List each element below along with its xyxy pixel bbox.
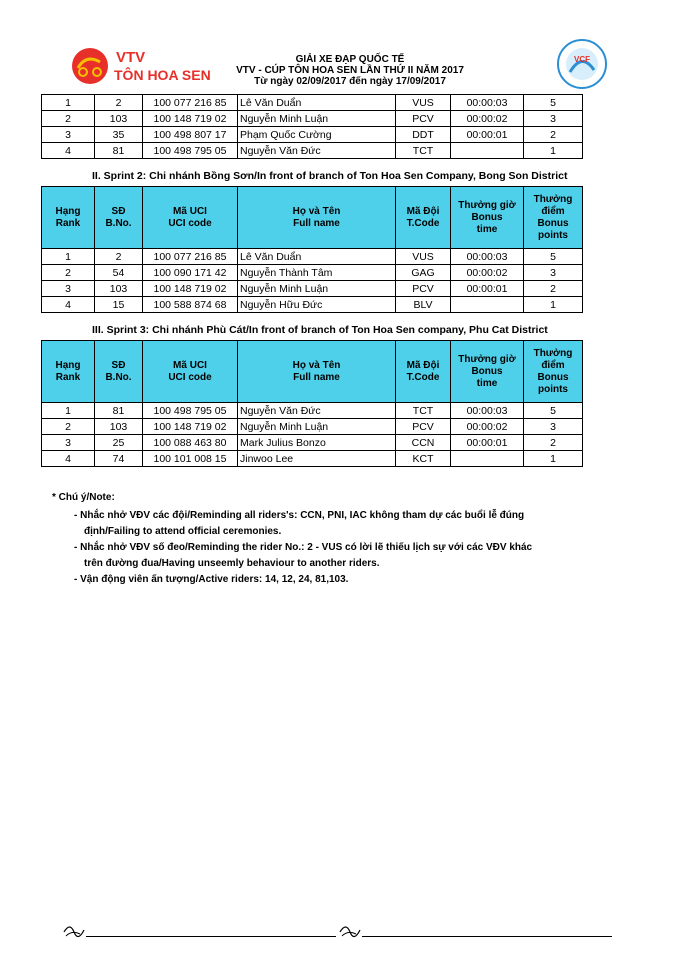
cell-rank: 2 [42, 419, 95, 435]
cell-bno: 54 [95, 265, 143, 281]
cell-team: GAG [396, 265, 451, 281]
cell-time: 00:00:01 [451, 435, 524, 451]
table-row [42, 297, 583, 313]
table-row [42, 403, 583, 419]
title-line-3: Từ ngày 02/09/2017 đến ngày 17/09/2017 [254, 76, 446, 87]
cell-points: 5 [524, 95, 583, 111]
cell-time: 00:00:03 [451, 249, 524, 265]
cell-name: Nguyễn Minh Luận [238, 281, 396, 297]
cell-time: 00:00:02 [451, 419, 524, 435]
cell-name: Phạm Quốc Cường [238, 127, 396, 143]
document-titles [230, 54, 470, 87]
cell-name: Nguyễn Minh Luận [238, 419, 396, 435]
cell-points: 1 [524, 451, 583, 467]
cell-rank: 3 [42, 435, 95, 451]
cell-team: VUS [396, 95, 451, 111]
cell-uci: 100 101 008 15 [143, 451, 238, 467]
cell-uci: 100 148 719 02 [143, 111, 238, 127]
cell-uci: 100 077 216 85 [143, 95, 238, 111]
cell-uci: 100 148 719 02 [143, 281, 238, 297]
cell-name: Nguyễn Minh Luận [238, 111, 396, 127]
title-line-1: GIẢI XE ĐẠP QUỐC TẾ [295, 54, 405, 65]
signature-line [362, 936, 612, 937]
cell-uci: 100 498 795 05 [143, 143, 238, 159]
cell-time [451, 297, 524, 313]
cell-time: 00:00:03 [451, 95, 524, 111]
col-bonus-time: Thưởng giờ Bonus time [451, 187, 524, 249]
logo-name: TÔN HOA SEN [114, 67, 211, 83]
cell-team: TCT [396, 143, 451, 159]
cell-team: BLV [396, 297, 451, 313]
cell-time: 00:00:03 [451, 403, 524, 419]
vcf-logo-text: VCF [574, 55, 590, 64]
sprint3-table [41, 340, 583, 467]
cell-name: Lê Văn Duẩn [238, 95, 396, 111]
cell-time [451, 143, 524, 159]
cell-bno: 103 [95, 419, 143, 435]
cell-name: Nguyễn Văn Đức [238, 143, 396, 159]
cell-bno: 2 [95, 249, 143, 265]
col-uci: Mã UCI UCI code [143, 341, 238, 403]
cell-name: Jinwoo Lee [238, 451, 396, 467]
cell-bno: 81 [95, 403, 143, 419]
cell-team: KCT [396, 451, 451, 467]
signature-line [86, 936, 336, 937]
cell-rank: 4 [42, 451, 95, 467]
table-row [42, 281, 583, 297]
signature-right [338, 920, 618, 940]
logo-brand: VTV [116, 49, 146, 66]
cell-points: 5 [524, 403, 583, 419]
cell-team: PCV [396, 111, 451, 127]
cell-rank: 2 [42, 265, 95, 281]
cell-rank: 3 [42, 281, 95, 297]
col-rank: Hạng Rank [42, 187, 95, 249]
cell-time: 00:00:02 [451, 111, 524, 127]
cell-uci: 100 077 216 85 [143, 249, 238, 265]
cell-uci: 100 148 719 02 [143, 419, 238, 435]
cell-name: Nguyễn Văn Đức [238, 403, 396, 419]
notes-section [52, 490, 612, 588]
table-row [42, 143, 583, 159]
col-bno: SĐ B.No. [95, 341, 143, 403]
cell-team: TCT [396, 403, 451, 419]
cell-bno: 15 [95, 297, 143, 313]
sprint3-title: III. Sprint 3: Chi nhánh Phù Cát/In front of branch of Ton Hoa Sen company, Phu Cat District [92, 324, 548, 336]
table-row [42, 265, 583, 281]
col-bno: SĐ B.No. [95, 187, 143, 249]
table-row [42, 127, 583, 143]
cell-time: 00:00:02 [451, 265, 524, 281]
cell-time: 00:00:01 [451, 127, 524, 143]
cell-rank: 1 [42, 403, 95, 419]
col-team: Mã Đội T.Code [396, 187, 451, 249]
col-bonus-points: Thưởng điểm Bonus points [524, 187, 583, 249]
cell-name: Lê Văn Duẩn [238, 249, 396, 265]
sprint2-header-row [42, 187, 583, 249]
cell-bno: 74 [95, 451, 143, 467]
cell-rank: 3 [42, 127, 95, 143]
cell-uci: 100 088 463 80 [143, 435, 238, 451]
table-row [42, 451, 583, 467]
signature-mark-icon [338, 920, 366, 940]
cell-bno: 81 [95, 143, 143, 159]
cell-points: 3 [524, 419, 583, 435]
cell-bno: 25 [95, 435, 143, 451]
cell-uci: 100 588 874 68 [143, 297, 238, 313]
table-row [42, 111, 583, 127]
cell-points: 2 [524, 435, 583, 451]
note-item-2-cont: trên đường đua/Having unseemly behaviour to another riders. [84, 558, 380, 569]
sprint2-title: II. Sprint 2: Chi nhánh Bồng Sơn/In front of branch of Ton Hoa Sen Company, Bong Son District [92, 170, 568, 182]
cell-bno: 103 [95, 281, 143, 297]
sprint2-table [41, 186, 583, 313]
cell-team: PCV [396, 419, 451, 435]
cell-name: Nguyễn Hữu Đức [238, 297, 396, 313]
col-name: Họ và Tên Full name [238, 187, 396, 249]
cell-uci: 100 498 795 05 [143, 403, 238, 419]
cell-points: 1 [524, 143, 583, 159]
col-bonus-points: Thưởng điểm Bonus points [524, 341, 583, 403]
cell-rank: 1 [42, 95, 95, 111]
cell-points: 1 [524, 297, 583, 313]
cell-team: CCN [396, 435, 451, 451]
col-name: Họ và Tên Full name [238, 341, 396, 403]
cell-time: 00:00:01 [451, 281, 524, 297]
note-item-2: - Nhắc nhở VĐV số đeo/Reminding the rider No.: 2 - VUS có lời lẽ thiếu lịch sự với các VĐV khác [74, 542, 533, 553]
vcf-logo [556, 38, 608, 90]
signature-left [62, 920, 342, 940]
vtv-ton-hoa-sen-logo [66, 42, 226, 88]
cell-name: Mark Julius Bonzo [238, 435, 396, 451]
table-row [42, 419, 583, 435]
cell-points: 3 [524, 265, 583, 281]
signature-mark-icon [62, 920, 90, 940]
cell-bno: 2 [95, 95, 143, 111]
col-bonus-time: Thưởng giờ Bonus time [451, 341, 524, 403]
sprint3-header-row [42, 341, 583, 403]
cell-team: DDT [396, 127, 451, 143]
cell-points: 5 [524, 249, 583, 265]
table-row [42, 435, 583, 451]
cell-rank: 4 [42, 143, 95, 159]
cell-rank: 2 [42, 111, 95, 127]
sprint1-table [41, 94, 583, 159]
cell-uci: 100 498 807 17 [143, 127, 238, 143]
cell-time [451, 451, 524, 467]
note-item-1-cont: định/Failing to attend official ceremonies. [84, 526, 282, 537]
table-row [42, 249, 583, 265]
note-item-1: - Nhắc nhở VĐV các đội/Reminding all riders's: CCN, PNI, IAC không tham dự các buổi lễ đúng [74, 510, 525, 521]
cell-points: 2 [524, 127, 583, 143]
document-header [0, 0, 678, 96]
note-item-3: - Vận động viên ấn tượng/Active riders: 14, 12, 24, 81,103. [74, 574, 349, 585]
notes-heading: * Chú ý/Note: [52, 492, 115, 503]
col-rank: Hạng Rank [42, 341, 95, 403]
cell-name: Nguyễn Thành Tâm [238, 265, 396, 281]
cell-rank: 4 [42, 297, 95, 313]
cell-bno: 35 [95, 127, 143, 143]
col-team: Mã Đội T.Code [396, 341, 451, 403]
col-uci: Mã UCI UCI code [143, 187, 238, 249]
table-row [42, 95, 583, 111]
cell-points: 3 [524, 111, 583, 127]
title-line-2: VTV - CÚP TÔN HOA SEN LẦN THỨ II NĂM 2017 [236, 65, 464, 76]
cell-points: 2 [524, 281, 583, 297]
cell-uci: 100 090 171 42 [143, 265, 238, 281]
cell-team: VUS [396, 249, 451, 265]
cell-team: PCV [396, 281, 451, 297]
cell-rank: 1 [42, 249, 95, 265]
cell-bno: 103 [95, 111, 143, 127]
